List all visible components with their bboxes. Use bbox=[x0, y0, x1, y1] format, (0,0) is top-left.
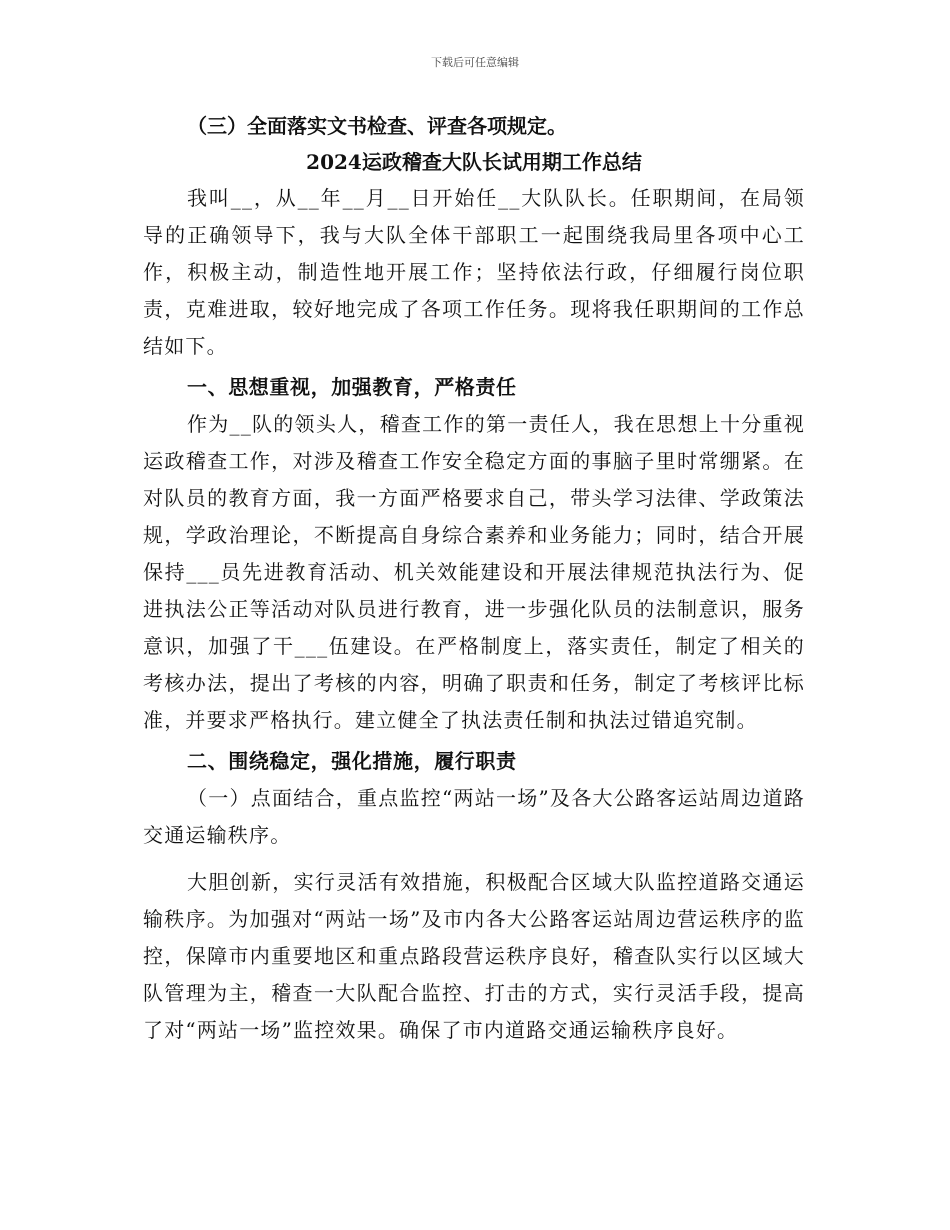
section-2-heading: 二、围绕稳定，强化措施，履行职责 bbox=[187, 749, 517, 773]
document-body bbox=[143, 108, 805, 1049]
top-heading: （三）全面落实文书检查、评查各项规定。 bbox=[187, 114, 567, 138]
intro-paragraph: 我叫__，从__年__月__日开始任__大队队长。任职期间，在局领导的正确领导下，我与大队全体干部职工一起围绕我局里各项中心工作，积极主动，制造性地开展工作；坚持依法行政，仔细履行岗位职责，克难进取，较好地完成了各项工作任务。现将我任职期间的工作总结如下。 bbox=[143, 186, 805, 358]
section-2-paragraph: 大胆创新，实行灵活有效措施，积极配合区域大队监控道路交通运输秩序。为加强对“两站一场”及市内各大公路客运站周边营运秩序的监控，保障市内重要地区和重点路段营运秩序良好，稽查队实行以区域大队管理为主，稽查一大队配合监控、打击的方式，实行灵活手段，提高了对“两站一场”监控效果。确保了市内道路交通运输秩序良好。 bbox=[143, 870, 805, 1042]
section-2-subheading: （一）点面结合，重点监控“两站一场”及各大公路客运站周边道路交通运输秩序。 bbox=[143, 786, 805, 847]
section-1-paragraph: 作为__队的领头人，稽查工作的第一责任人，我在思想上十分重视运政稽查工作，对涉及稽查工作安全稳定方面的事脑子里时常绷紧。在对队员的教育方面，我一方面严格要求自己，带头学习法律、学政策法规，学政治理论，不断提高自身综合素养和业务能力；同时，结合开展保持___员先进教育活动、机关效能建设和开展法律规范执法行为、促进执法公正等活动对队员进行教育，进一步强化队员的法制意识，服务意识，加强了干___伍建设。在严格制度上，落实责任，制定了相关的考核办法，提出了考核的内容，明确了职责和任务，制定了考核评比标准，并要求严格执行。建立健全了执法责任制和执法过错追究制。 bbox=[143, 412, 805, 732]
page-header-note: 下载后可任意编辑 bbox=[431, 56, 519, 69]
document-title: 2024运政稽查大队长试用期工作总结 bbox=[306, 150, 642, 174]
section-1-heading: 一、思想重视，加强教育，严格责任 bbox=[187, 375, 517, 399]
